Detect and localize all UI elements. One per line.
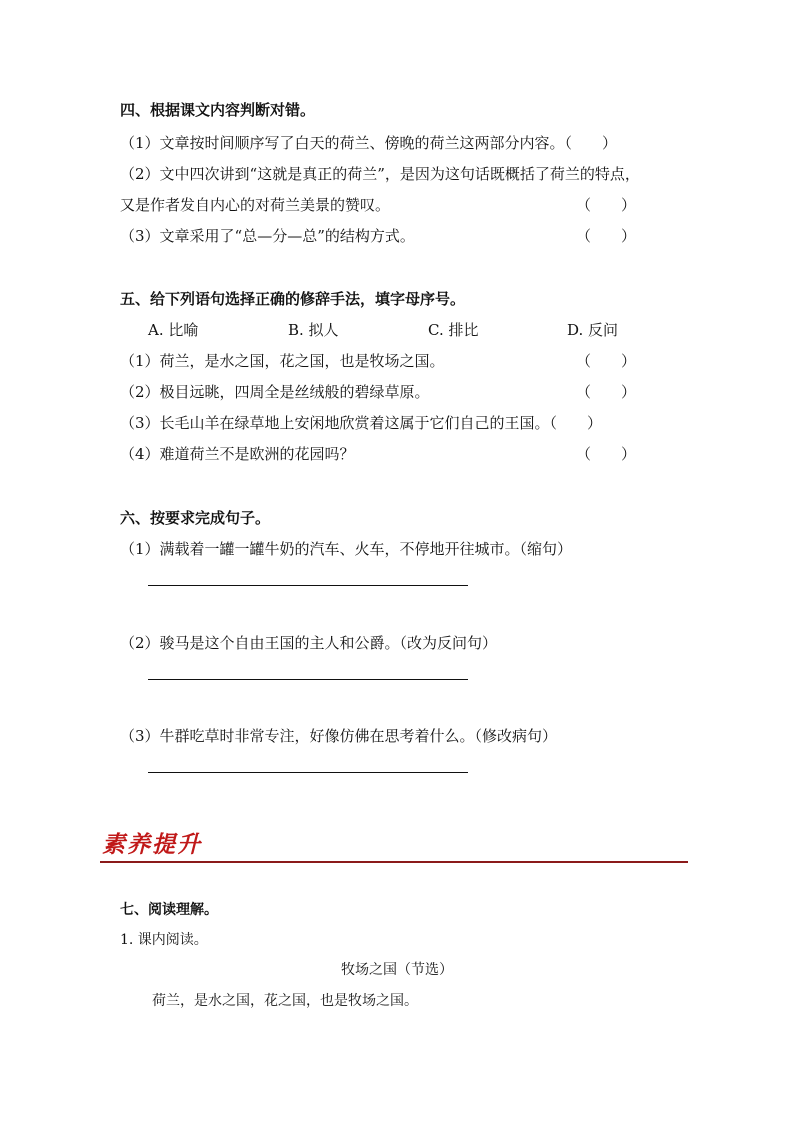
answer-line[interactable] bbox=[148, 679, 468, 680]
section6-q3: （3）牛群吃草时非常专注，好像仿佛在思考着什么。（修改病句） bbox=[120, 727, 558, 745]
answer-blank[interactable]: （ ） bbox=[576, 445, 637, 463]
section5-heading: 五、给下列语句选择正确的修辞手法，填字母序号。 bbox=[120, 290, 466, 308]
section4-q3: （3）文章采用了“总—分—总”的结构方式。 bbox=[120, 227, 415, 245]
option-c: C. 排比 bbox=[428, 321, 479, 339]
section4-q2-line1: （2）文中四次讲到“这就是真正的荷兰”，是因为这句话既概括了荷兰的特点， bbox=[120, 165, 640, 183]
section4-heading: 四、根据课文内容判断对错。 bbox=[120, 101, 316, 119]
section6-heading: 六、按要求完成句子。 bbox=[120, 509, 271, 527]
banner-divider bbox=[100, 861, 688, 863]
section5-q2: （2）极目远眺，四周全是丝绒般的碧绿草原。 bbox=[120, 383, 430, 401]
section6-q1: （1）满载着一罐一罐牛奶的汽车、火车，不停地开往城市。（缩句） bbox=[120, 540, 573, 558]
answer-line[interactable] bbox=[148, 772, 468, 773]
section4-q1: （1）文章按时间顺序写了白天的荷兰、傍晚的荷兰这两部分内容。（ ） bbox=[120, 134, 618, 152]
option-d: D. 反问 bbox=[567, 321, 619, 339]
section4-q2-line2: 又是作者发自内心的对荷兰美景的赞叹。 bbox=[120, 196, 391, 214]
answer-blank[interactable]: （ ） bbox=[576, 383, 637, 401]
section5-q4: （4）难道荷兰不是欧洲的花园吗？ bbox=[120, 445, 355, 463]
answer-blank[interactable]: （ ） bbox=[576, 196, 637, 214]
section6-q2: （2）骏马是这个自由王国的主人和公爵。（改为反问句） bbox=[120, 634, 498, 652]
passage-line: 荷兰，是水之国，花之国，也是牧场之国。 bbox=[152, 993, 418, 1009]
section7-sub: 1. 课内阅读。 bbox=[120, 932, 208, 948]
section5-q1: （1）荷兰，是水之国，花之国，也是牧场之国。 bbox=[120, 352, 445, 370]
passage-title: 牧场之国（节选） bbox=[341, 962, 453, 978]
answer-blank[interactable]: （ ） bbox=[576, 352, 637, 370]
answer-line[interactable] bbox=[148, 585, 468, 586]
section5-q3: （3）长毛山羊在绿草地上安闲地欣赏着这属于它们自己的王国。（ ） bbox=[120, 414, 603, 432]
option-a: A. 比喻 bbox=[148, 321, 199, 339]
answer-blank[interactable]: （ ） bbox=[576, 227, 637, 245]
option-b: B. 拟人 bbox=[288, 321, 339, 339]
section-banner-title: 素养提升 bbox=[102, 831, 202, 858]
section7-heading: 七、阅读理解。 bbox=[120, 902, 218, 918]
